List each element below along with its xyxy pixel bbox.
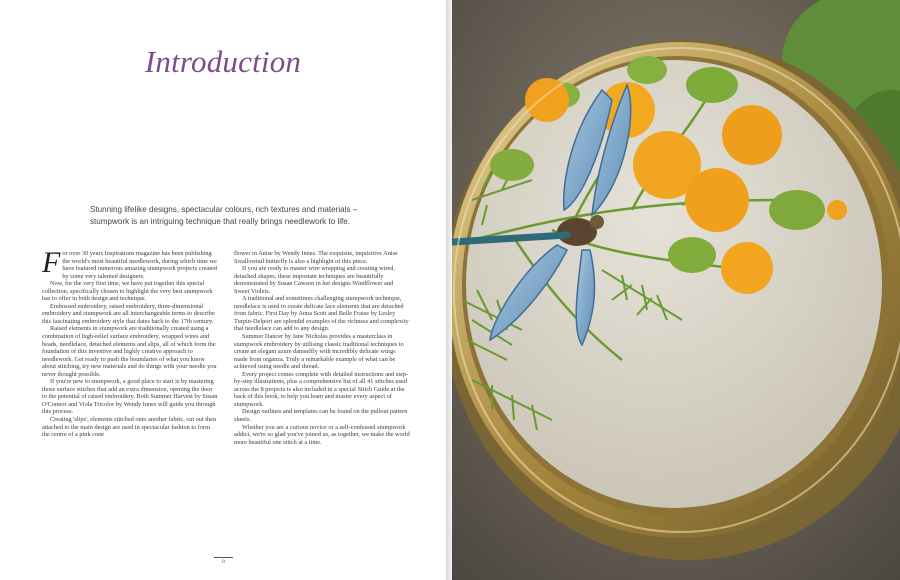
paragraph: Raised elements in stumpwork are traditionally created using a combination of high-relief surface embroidery, wrapped wires and beads, needlelace, detached elements and slips, all of which form the foundation of this inventive and highly creative approach to needlework. Get ready to push the boundaries of what you know about stitching, try new materials and do things with your needle you never thought possible. [42,325,217,378]
orange-flower [721,242,773,294]
body-column-2 [234,250,410,446]
bud [769,190,825,230]
folio-rule [214,557,233,558]
paragraph: If you're new to stumpwork, a good place to start is by mastering those surface stitches that add an extra dimension, opening the door to the potential of raised embroidery. Both Summer Harvest by Susan O'Connor and Viola Tricolor by Wendy Innes will guide you through this process. [42,378,218,416]
bud [627,56,667,84]
paragraph: If you are ready to master wire wrapping and creating wired, detached shapes, these important techniques are beautifully demonstrated by Susan Cawson in her designs Windflower and Sweet Violets. [234,265,395,295]
paragraph: Creating 'slips', elements stitched onto another fabric, cut out then attached to the main design are used in spectacular fashion to form the centre of a pink cone [42,416,217,439]
bud [668,237,716,273]
bud [490,149,534,181]
page-number: 8 [222,559,225,565]
body-column-1 [42,246,218,439]
paragraph: A traditional and sometimes challenging stumpwork technique, needlelace is used to create delicate lace elements that are detached from fabric. First Day by Anna Scott and Belle Fraise by Lesley Turpin-Delport are splendid examples of the richness and complexity that needlelace can add to any design. [234,295,409,333]
paragraph: Design outlines and templates can be found on the pullout pattern sheets. [234,408,408,424]
paragraph: Every project comes complete with detailed instructions and step-by-step illustrations, plus a comprehensive list of all 41 stitches used across the 8 projects is also included in a special Stitch Guide at the back of this book, to help you learn and master every aspect of stumpwork. [234,370,409,408]
orange-flower [722,105,782,165]
paragraph: Summer Dancer by Jane Nicholas provides a masterclass in stumpwork embroidery by utilising classic traditional techniques to create an elegant azure damselfly with incredibly delicate wings made from organza. Truly a remarkable example of what can be achieved using needle and thread. [234,333,404,371]
bud [686,67,738,103]
intro-text: Stunning lifelike designs, spectacular colours, rich textures and materials – stumpwork is an intriguing technique that really brings needlework to life. [90,205,358,227]
paragraph: Whether you are a curious novice or a self-confessed stumpwork addict, we're so glad you've joined us, as together, we make the world more beautiful one stitch at a time. [234,423,410,446]
orange-flower [685,168,749,232]
orange-flower [827,200,847,220]
paragraph: flower in Anise by Wendy Innes. The exquisite, inquisitive Anise Swallowtail butterfly is also a highlight of this piece. [234,250,398,265]
paragraph: Now, for the very first time, we have put together this special collection, specifically chosen to highlight the very best stumpwork has to offer in both design and technique. [42,280,213,303]
dragonfly-head [590,215,604,229]
page-title: Introduction [144,44,302,79]
paragraph: Embossed embroidery, raised embroidery, three-dimensional embroidery and stumpwork are all interchangeable terms to describe this fascinating embroidery style that dates back to the 17th century. [42,302,215,325]
paragraph [42,246,218,280]
embroidery-hoop-image [452,0,900,580]
embroidery-photo [452,0,900,580]
drop-cap: F [42,246,61,279]
left-page [0,0,446,580]
paragraph-text: or over 30 years Inspirations magazine has been publishing the world's most beautiful needlework, during which time we have featured numerous amazing stumpwork projects created by some very talented designers. [62,250,217,280]
orange-flower [525,78,569,122]
